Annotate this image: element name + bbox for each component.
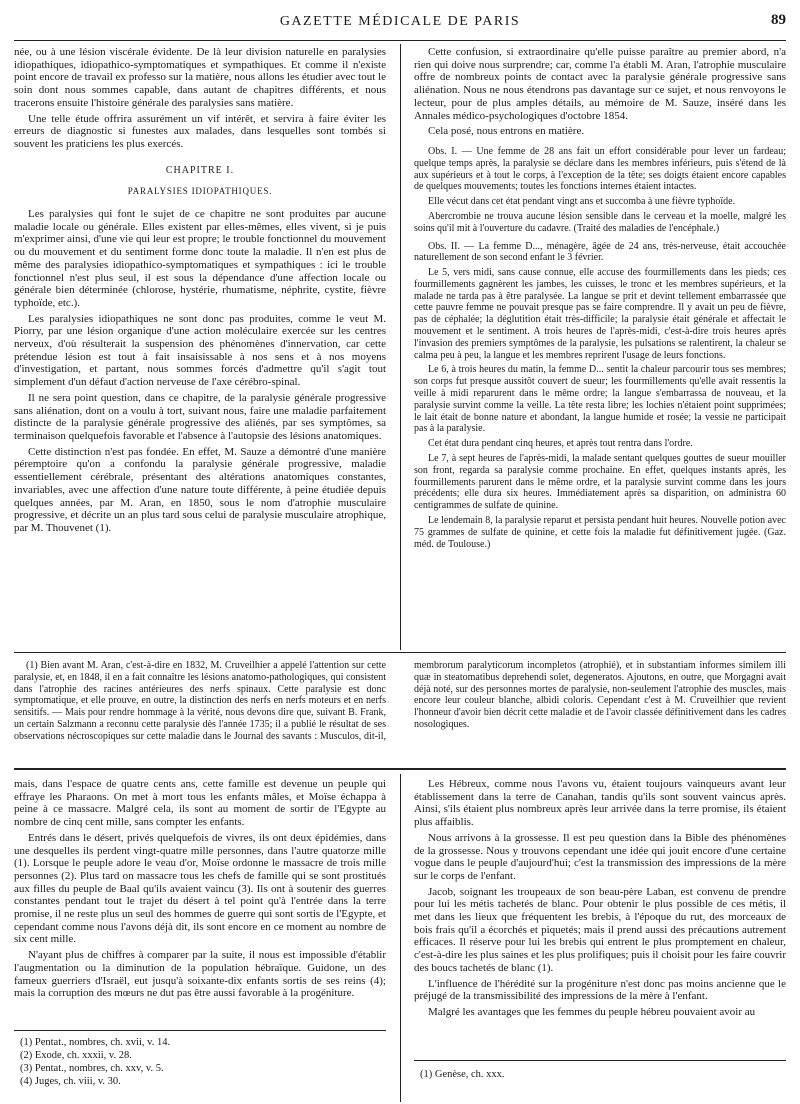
paragraph: Une telle étude offrira assurément un vif intérêt, et servira à faire éviter les erreurs de diagnostic si funestes aux malades, dans lesquelles sont tombés si souvent les praticiens les plus exercés. [14, 112, 386, 150]
chapter-heading: CHAPITRE I. [165, 164, 235, 176]
column-divider [400, 44, 401, 650]
paragraph: N'ayant plus de chiffres à comparer par la suite, il nous est impossible d'établir l'augmentation ou la diminution de la population hébraïque. Guidone, un des fameux guerriers d'Israël, eut jusqu'à soixante-dix enfants sortis de ses reins (4); mais la corruption des mœurs ne dut pas être aussi favorable à la progéniture. [14, 949, 386, 1000]
observation-2: Obs. II. — La femme D..., ménagère, âgée de 24 ans, très-nerveuse, était accouchée naturellement de son second enfant le 3 février. [414, 240, 786, 264]
footnote-item: (2) Exode, ch. xxxii, v. 28. [20, 1050, 132, 1061]
observation-2-text: Le lendemain 8, la paralysie reparut et persista pendant huit heures. Nouvelle potion avec 75 grammes de sulfate de quinine, et cette fois la maladie fut définitivement jugée. (Gaz. méd. de Toulouse.) [414, 515, 786, 550]
footnote-rule-right [414, 1060, 786, 1061]
footnote-item: (4) Juges, ch. viii, v. 30. [20, 1076, 121, 1087]
paragraph: Jacob, soignant les troupeaux de son beau-père Laban, est convenu de prendre pour lui les métis tachetés de blanc. Pour obtenir le plus possible de ces métis, il met dans les lieux que fréquentent les brebis, à l'époque du rut, des morceaux de bois frais qu'il a écorchés et piquetés; mais il prend aussi des précautions autrement efficaces. Il réserve pour lui les brebis qui entrent le plus promptement en chaleur, c'est-à-dire les plus saines et les plus prolifiques; puis il choisit pour les faire couvrir des boucs tachetés de blanc (1). [414, 885, 786, 974]
section-rule [14, 768, 786, 770]
paragraph: Cette confusion, si extraordinaire qu'elle puisse paraître au premier abord, n'a rien qui doive nous surprendre; car, comme l'a établi M. Aran, l'atrophie musculaire offre de nombreux points de contact avec la paralysie générale progressive sans aliénation. Nous ne nous étendrons pas davantage sur ce sujet, et nous renvoyons le lecteur, pour de plus amples détails, au mémoire de M. Sauze, inséré dans les Annales médico-psychologiques d'octobre 1854. [414, 46, 786, 122]
observation-1: Obs. I. — Une femme de 28 ans fait un effort considérable pour lever un fardeau; quelque temps après, la paralysie se déclare dans les membres inférieurs, puis s'étend de là aux supérieurs et à tout le corps, à l'exception de la tête; ses doigts étaient encore capables de quelques mouvements; toutes les fonctions internes étaient intactes. [414, 145, 786, 193]
footnote-text: (1) Bien avant M. Aran, c'est-à-dire en 1832, M. Cruveilhier a appelé l'attention sur cette paralysie, et, en 1848, il en a fait connaître les lésions anatomo-pathologiques, qui consistent dans l'atrophie des racines antérieures des nerfs spinaux. Cette paralysie est donc symptomatique, et elle prouve, en outre, la distinction des nerfs en nerfs moteurs et en nerfs sensitifs. — Mais pour rendre hommage à la vérité, nous devons dire que, suivant B. Frank, un certain Salzmann a reconnu cette paralysie dès l'année 1735; il a publié le résultat de ses observations nécroscopiques sur cette maladie dans le Journal des savants : Musculos, dit-il, membrorum paralyticorum incompletos (atrophié), et in substantiam informes similem illi quæ in steatomatibus deprehendi solet, degeneratos. Ajoutons, en outre, que Morgagni avait déjà noté, sur des personnes mortes de paralysie, non-seulement l'atrophie des muscles, mais encore leur couleur blanche, albidi coloris. Cependant c'est à M. Cruveilhier que revient l'honneur d'avoir bien décrit cette maladie et de l'avoir classée définitivement dans les cadres nosologiques. [14, 660, 786, 742]
paragraph: mais, dans l'espace de quatre cents ans, cette famille est devenue un peuple qui effraye les Pharaons. On met à mort tous les enfants mâles, et Moïse échappa à peine à ce massacre. Malgré cela, ils sont au moment de sortir de l'Egypte au nombre de cinq cent mille, sans compter les enfants. [14, 778, 386, 829]
chapter-subtitle: PARALYSIES IDIOPATHIQUES. [127, 186, 273, 197]
observation-1-text: Elle vécut dans cet état pendant vingt ans et succomba à une fièvre typhoïde. [428, 196, 736, 208]
paragraph: Il ne sera point question, dans ce chapitre, de la paralysie générale progressive sans aliénation, dont on a voulu à tort, suivant nous, faire une maladie parfaitement distincte de la paralysie générale progressive des aliénés, par ses symptômes, sa terminaison quelquefois favorable et l'absence à l'autopsie des lésions anatomiques. [14, 391, 386, 442]
top-footnote [14, 660, 786, 760]
paragraph: Malgré les avantages que les femmes du peuple hébreu pouvaient avoir au [428, 1005, 756, 1018]
page-header [14, 12, 786, 34]
paragraph: L'influence de l'hérédité sur la progéniture n'est donc pas moins ancienne que le préjugé de la transmissibilité des impressions de la mère à l'enfant. [414, 977, 786, 1003]
paragraph: Entrés dans le désert, privés quelquefois de vivres, ils ont deux épidémies, dans une desquelles ils perdent vingt-quatre mille personnes, dans l'autre quatorze mille (1). Lorsque le peuple adore le veau d'or, Moïse ordonne le massacre de trois mille personnes (2). Plus tard on massacre tous les chefs de famille qui se sont prostitués aux filles du peuple de Baal qu'ils avaient vaincu (3). Ils ont à soutenir des guerres constantes pendant tout le trajet du désert à tel point qu'à l'entrée dans la terre promise, il ne reste plus un seul des hommes de guerre qui sont sortis de l'Egypte, et cependant comme nous l'avons déjà dit, ils sont encore en ce moment au nombre de six cent mille. [14, 831, 386, 946]
paragraph: Les paralysies idiopathiques ne sont donc pas produites, comme le veut M. Piorry, par une lésion organique d'une action moléculaire exercée sur les centres nerveux, d'où résulterait la suspension des phénomènes d'innervation, car cette prétendue lésion est tout à fait insaisissable à nos sens et à nos moyens d'investigation, et partant, nous sommes forcés d'admettre qu'il s'agit tout simplement d'un défaut d'action nerveuse de l'axe cérébro-spinal. [14, 312, 386, 389]
observation-2-text: Le 6, à trois heures du matin, la femme D... sentit la chaleur parcourir tous ses membres; son corps fut presque aussitôt couvert de sueur; les fourmillements qu'elle avait ressentis la veille à midi reparurent dans le même ordre; la langue s'embarrassa de nouveau, et la paralysie survint comme la veille. La tête resta libre; les lochies n'étaient point supprimées; le lait était de bonne nature et abondant, la langue humide et rosée; la vessie ne participait pas à la paralysie. [414, 364, 786, 435]
paragraph: Nous arrivons à la grossesse. Il est peu question dans la Bible des phénomènes de la grossesse. Nous y trouvons cependant une idée qui jouit encore d'une certaine vogue dans le peuple d'aujourd'hui; c'est la transmission des impressions de la mère sur le corps de l'enfant. [414, 831, 786, 882]
bottom-left-footnotes [14, 1036, 386, 1088]
page-number: 89 [771, 12, 786, 28]
top-left-column [14, 46, 386, 535]
paragraph: Cette distinction n'est pas fondée. En effet, M. Sauze a démontré d'une manière péremptoire qu'on a confondu la paralysie générale progressive, maladie essentiellement cérébrale, présentant des altérations anatomiques constantes, invariables, avec une affection d'une nature toute différente, à peine étudiée depuis quelques années, par M. Aran, en 1850, sous le nom d'atrophie musculaire progressive, et décrite un an plus tard sous celui de paralysie musculaire atrophique, par M. Thouvenet (1). [14, 445, 386, 534]
top-right-column [414, 46, 786, 550]
journal-title: GAZETTE MÉDICALE DE PARIS [279, 14, 521, 29]
bottom-right-column [414, 778, 786, 1019]
paragraph: Les paralysies qui font le sujet de ce chapitre ne sont produites par aucune maladie locale ou générale. Elles existent par elles-mêmes, elles vivent, si je puis m'exprimer ainsi, d'une vie qui leur est propre; le trouble fonctionnel du mouvement ou du mouvement et du sentiment forme donc toute la maladie. Il n'en est plus de même des paralysies idiopathico-symptomatiques et sympathiques : ici le trouble fonctionnel n'est plus seul, il est sous la dépendance d'une affection locale ou générale bien déterminée (chlorose, hystérie, rhumatisme, néphrite, cystite, fièvre typhoïde, etc.). [14, 208, 386, 309]
observation-2-text: Le 7, à sept heures de l'après-midi, la malade sentant quelques gouttes de sueur mouiller son front, regarda sa paralysie comme prochaine. En effet, quelques instants après, les fourmillements parurent dans le même ordre, et la paralysie survint comme dans les jours précédents; elle dura six heures. Immédiatement après sa disparition, on administra 60 centigrammes de sulfate de quinine. [414, 453, 786, 512]
newspaper-page [14, 0, 786, 1104]
paragraph: Les Hébreux, comme nous l'avons vu, étaient toujours vainqueurs avant leur établissement dans la terre de Canahan, tandis qu'ils sont souvent vaincus après. Ainsi, s'ils étaient plus nombreux après leur arrivée dans la terre promise, ils étaient plus affaiblis. [414, 778, 786, 829]
footnote-rule [14, 652, 786, 653]
observation-2-text: Le 5, vers midi, sans cause connue, elle accuse des fourmillements dans les pieds; ces fourmillements gagnèrent les jambes, les cuisses, le tronc et les membres supérieurs, et la malade ne tarda pas à être paralysée. La langue se prit et devint tellement embarrassée que cette pauvre femme ne pouvait presque pas se faire comprendre. Il y avait un peu de fièvre, pas de céphalée; la déglutition était très-difficile; la paralysie était générale et affectait le mouvement et le sentiment. A trois heures de l'après-midi, c'est-à-dire trois heures après l'invasion des premiers symptômes de la paralysie, les pulsations se ralentirent, la chaleur se calma peu à peu, la langue et les membres reprirent l'usage de leurs fonctions. [414, 267, 786, 361]
paragraph: née, ou à une lésion viscérale évidente. De là leur division naturelle en paralysies idiopathiques, idiopathico-symptomatiques et sympathiques. Et comme il n'existe point encore de travail ex professo sur la matière, nous allons les étudier avec tout le soin dont nous sommes capable, dans autant de chapitres différents, et nous tracerons ensuite l'histoire générale des paralysies sans matière. [14, 46, 386, 109]
header-rule [14, 40, 786, 41]
footnote-item: (3) Pentat., nombres, ch. xxv, v. 5. [20, 1063, 164, 1074]
bottom-left-column [14, 778, 386, 1000]
observation-1-text: Abercrombie ne trouva aucune lésion sensible dans le cerveau et la moelle, malgré les soins qu'il mit à l'ouverture du cadavre. (Traité des maladies de l'encéphale.) [414, 210, 786, 234]
paragraph: Cela posé, nous entrons en matière. [428, 125, 585, 138]
footnote-rule-left [14, 1030, 386, 1031]
footnote-item: (1) Genèse, ch. xxx. [420, 1069, 505, 1080]
observation-2-text: Cet état dura pendant cinq heures, et après tout rentra dans l'ordre. [428, 438, 693, 450]
column-divider [400, 774, 401, 1102]
bottom-right-footnotes [414, 1068, 786, 1081]
footnote-item: (1) Pentat., nombres, ch. xvii, v. 14. [20, 1037, 171, 1048]
